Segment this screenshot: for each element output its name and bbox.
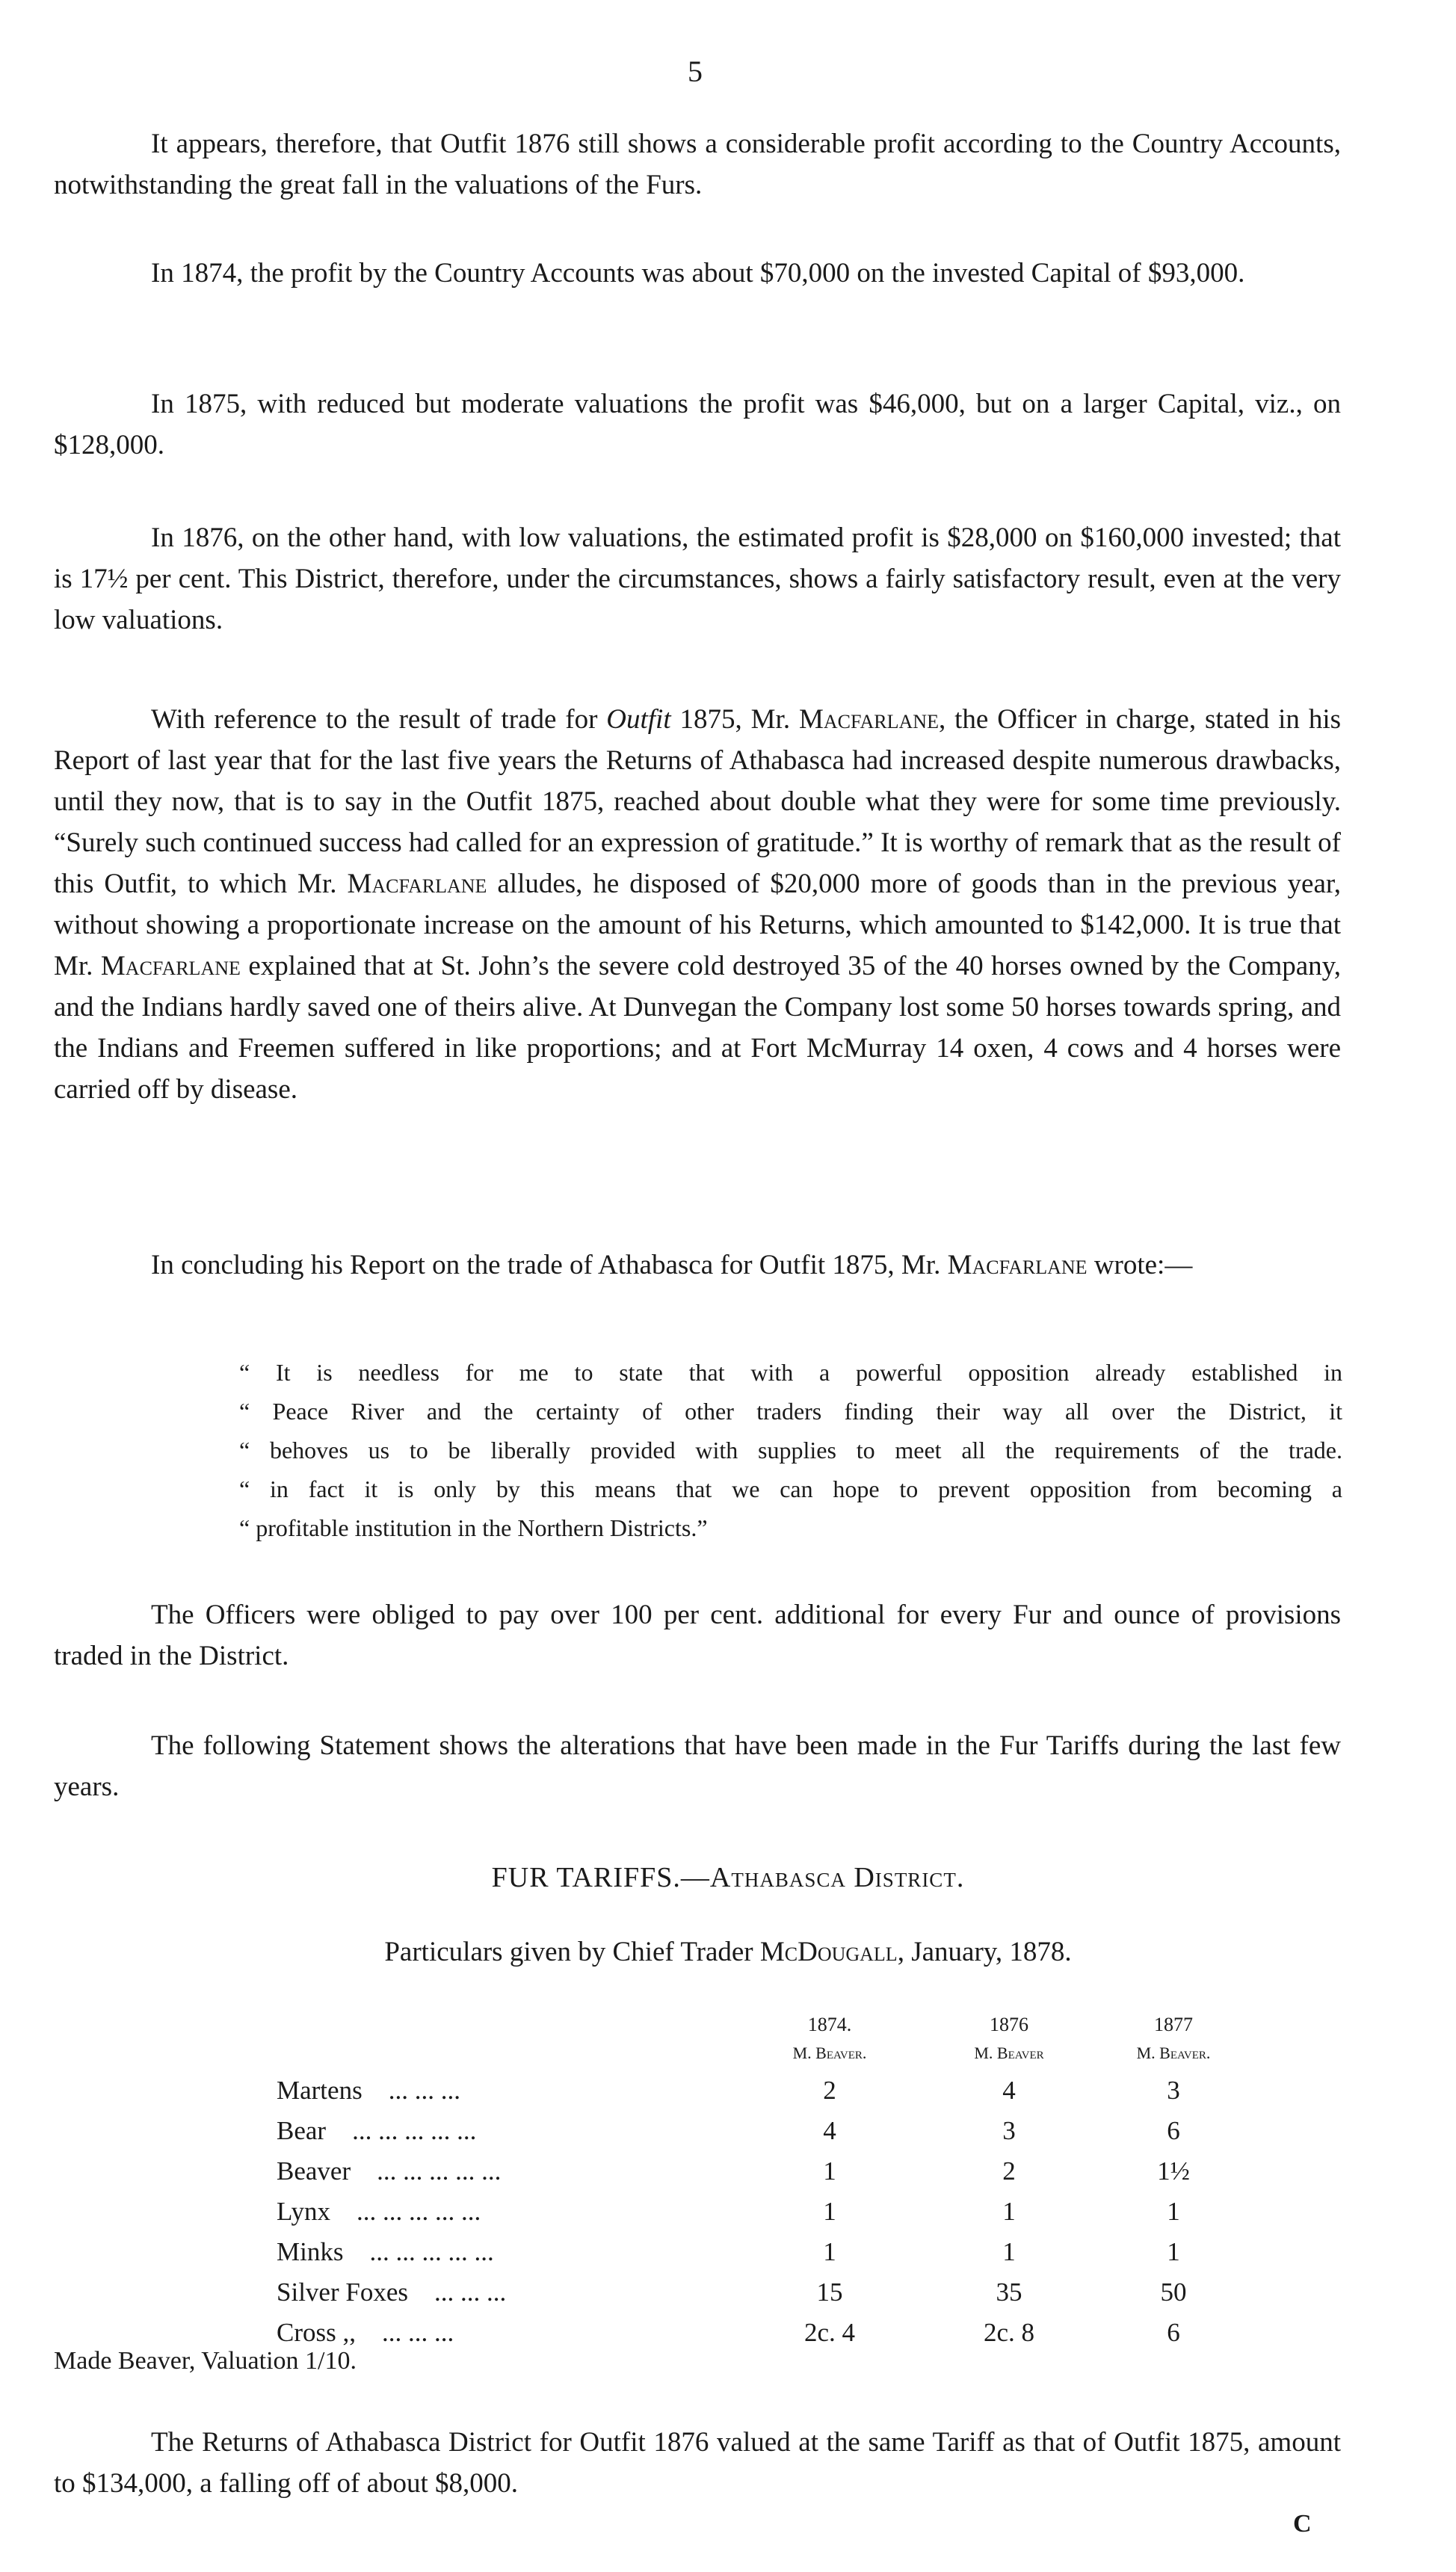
- officer-name-4: Macfarlane: [947, 1250, 1088, 1280]
- fur-name-cell: [277, 2192, 755, 2232]
- leader-dots: ... ... ... ... ...: [356, 2197, 481, 2226]
- column-header-1877: [1099, 2011, 1248, 2067]
- fur-name: Silver Foxes: [277, 2278, 408, 2307]
- leader-dots: ... ... ... ... ...: [369, 2237, 494, 2266]
- leader-dots: ... ... ...: [434, 2278, 507, 2307]
- value-1874: 4: [823, 2116, 836, 2145]
- table-title: [0, 1861, 1456, 1894]
- column-year: 1874.: [807, 2014, 852, 2035]
- fur-name-cell: [277, 2070, 755, 2111]
- value-1877: 50: [1160, 2278, 1187, 2307]
- report-quotation: [239, 1353, 1342, 1547]
- paragraph-outfit-1876-profit: It appears, therefore, that Outfit 1876 still shows a considerable profit according to the Country Accounts, notwithstanding the great fall in the valuations of the Furs.: [54, 129, 1341, 200]
- officer-name-2: Macfarlane: [347, 869, 487, 899]
- value-1876: 35: [996, 2278, 1022, 2307]
- para6-text-b: wrote:—: [1087, 1250, 1193, 1280]
- fur-name-cell: [277, 2272, 755, 2313]
- table-title-district: Athabasca District.: [709, 1862, 965, 1893]
- paragraph-concluding-report: [54, 1245, 1341, 1286]
- value-1877: 3: [1167, 2076, 1180, 2105]
- paragraph-returns-1876: The Returns of Athabasca District for Outfit 1876 valued at the same Tariff as that of Outfit 1875, amount to $134,000, a falling off of about $8,000.: [54, 2427, 1341, 2499]
- outfit-italic: Outfit: [606, 704, 671, 735]
- paragraph-macfarlane-report: [54, 699, 1341, 1110]
- fur-name-cell: [277, 2232, 755, 2272]
- table-footnote: Made Beaver, Valuation 1/10.: [54, 2347, 357, 2375]
- value-1876: 3: [1002, 2116, 1016, 2145]
- table-row: [277, 2192, 1233, 2232]
- value-1874: 2c. 4: [803, 2318, 856, 2347]
- value-1876: 2: [1002, 2156, 1016, 2186]
- fur-name-cell: [277, 2111, 755, 2151]
- para6-text-a: In concluding his Report on the trade of Athabasca for Outfit 1875, Mr.: [151, 1250, 948, 1280]
- paragraph-1874-profit: In 1874, the profit by the Country Accounts was about $70,000 on the invested Capital of $93,000.: [151, 258, 1245, 289]
- column-header-1876: [934, 2011, 1084, 2067]
- value-1874: 1: [823, 2156, 836, 2186]
- quote-line: “ Peace River and the certainty of other traders finding their way all over the District, it: [239, 1398, 1342, 1425]
- page-number: 5: [688, 55, 703, 88]
- chief-trader-name: McDougall: [759, 1937, 898, 1967]
- quote-line: “ profitable institution in the Northern Districts.”: [239, 1514, 708, 1541]
- table-row: [277, 2151, 1233, 2192]
- signature-mark: C: [1293, 2510, 1312, 2538]
- table-row: [277, 2313, 1233, 2353]
- leader-dots: ... ... ... ... ...: [352, 2116, 477, 2145]
- para5-text-e: explained that at St. John’s the severe cold destroyed 35 of the 40 horses owned by the Company, and the Indians hardly saved one of theirs alive. At Dunvegan the Company lost some 50 horses towards spring, and the Indians and Freemen suffered in like proportions; and at Fort McMurray 14 oxen, 4 cows and 4 horses were carried off by disease.: [54, 951, 1341, 1105]
- officer-name-3: Macfarlane: [100, 951, 241, 981]
- value-1876: 2c. 8: [983, 2318, 1035, 2347]
- fur-name: Bear: [277, 2116, 327, 2145]
- column-year: 1877: [1154, 2014, 1193, 2035]
- column-year: 1876: [990, 2014, 1028, 2035]
- column-header-1874: [755, 2011, 904, 2067]
- table-title-main: FUR TARIFFS.—: [491, 1862, 710, 1893]
- fur-name: Beaver: [277, 2156, 351, 2186]
- value-1877: 1: [1167, 2197, 1180, 2226]
- fur-name: Lynx: [277, 2197, 330, 2226]
- value-1874: 1: [823, 2197, 836, 2226]
- table-row: [277, 2232, 1233, 2272]
- para5-text-c: , the Officer in charge, stated in his Report of last year that for the last five years the Returns of Athabasca had increased despite numerous drawbacks, until they now, that is to say in the Outfit 1875, reached about double what they were for some time previously. “Surely such continued success had called for an expression of gratitude.” It is worthy of remark that as the result of this Outfit, to which Mr.: [54, 704, 1341, 899]
- paragraph-1875-profit: In 1875, with reduced but moderate valuations the profit was $46,000, but on a larger Capital, viz., on $128,000.: [54, 389, 1341, 460]
- value-1876: 1: [1002, 2197, 1016, 2226]
- table-row: [277, 2111, 1233, 2151]
- fur-name: Cross ,,: [277, 2318, 356, 2347]
- value-1877: 1: [1167, 2237, 1180, 2266]
- value-1874: 1: [823, 2237, 836, 2266]
- para5-text-a: With reference to the result of trade for: [151, 704, 607, 735]
- column-unit: M. Beaver.: [1136, 2044, 1211, 2062]
- paragraph-1876-profit: In 1876, on the other hand, with low valuations, the estimated profit is $28,000 on $160,000 invested; that is 17½ per cent. This District, therefore, under the circumstances, shows a fairly satisfactory result, even at the very low valuations.: [54, 522, 1341, 635]
- fur-name: Minks: [277, 2237, 344, 2266]
- table-subtitle: [0, 1936, 1456, 1968]
- para5-text-b: 1875, Mr.: [670, 704, 799, 735]
- value-1877: 6: [1167, 2116, 1180, 2145]
- table-subtitle-a: Particulars given by Chief Trader: [384, 1937, 760, 1967]
- table-header: [277, 2011, 1233, 2070]
- column-unit: M. Beaver.: [792, 2044, 867, 2062]
- quote-line: “ behoves us to be liberally provided with supplies to meet all the requirements of the trade.: [239, 1437, 1342, 1464]
- table-subtitle-b: , January, 1878.: [897, 1937, 1072, 1967]
- fur-name: Martens: [277, 2076, 363, 2105]
- value-1874: 2: [823, 2076, 836, 2105]
- leader-dots: ... ... ...: [382, 2318, 454, 2347]
- paragraph-officers-obliged: The Officers were obliged to pay over 100 per cent. additional for every Fur and ounce of provisions traded in the District.: [54, 1600, 1341, 1671]
- leader-dots: ... ... ...: [388, 2076, 460, 2105]
- fur-tariff-table: [277, 2011, 1233, 2353]
- officer-name-1: Macfarlane: [798, 704, 939, 735]
- value-1877: 6: [1167, 2318, 1180, 2347]
- table-row: [277, 2272, 1233, 2313]
- quote-line: “ in fact it is only by this means that we can hope to prevent opposition from becoming a: [239, 1475, 1342, 1502]
- value-1876: 4: [1002, 2076, 1016, 2105]
- value-1876: 1: [1002, 2237, 1016, 2266]
- para5-text-d: alludes, he disposed of $20,000 more of goods than in the previous year, without showing a proportionate increase on the amount of his Returns, which amounted to $142,000. It is true that Mr.: [54, 869, 1341, 981]
- value-1877: 1½: [1157, 2156, 1190, 2186]
- table-row: [277, 2070, 1233, 2111]
- paragraph-following-statement: The following Statement shows the alterations that have been made in the Fur Tariffs during the last few years.: [54, 1730, 1341, 1802]
- fur-name-cell: [277, 2151, 755, 2192]
- leader-dots: ... ... ... ... ...: [377, 2156, 502, 2186]
- quote-line: “ It is needless for me to state that with a powerful opposition already established in: [239, 1359, 1342, 1386]
- column-unit: M. Beaver: [974, 2044, 1044, 2062]
- value-1874: 15: [816, 2278, 843, 2307]
